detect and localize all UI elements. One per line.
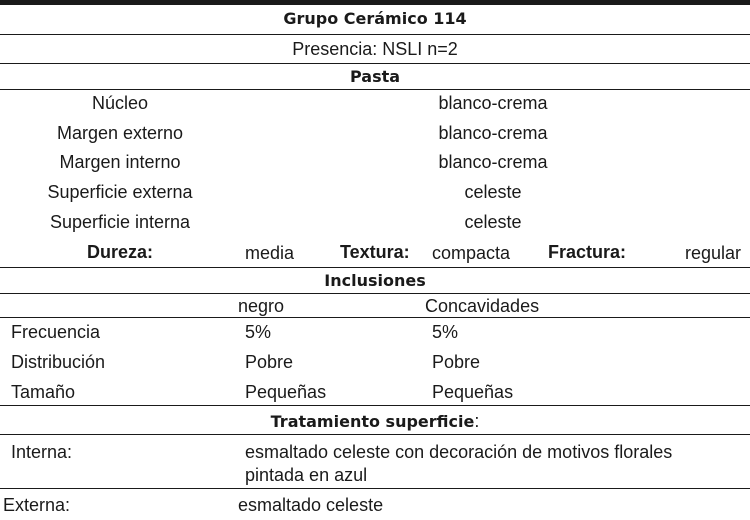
divider [0, 488, 750, 489]
inclusion-cell: Pequeñas [432, 382, 514, 402]
pasta-row-label: Margen externo [56, 123, 184, 143]
fractura-value: regular [684, 243, 741, 263]
section-heading-pasta: Pasta [349, 67, 401, 86]
inclusion-cell: 5% [432, 322, 459, 342]
pasta-row-label: Margen interno [59, 152, 181, 172]
section-heading-tratamiento [0, 411, 750, 432]
fractura-label: Fractura: [548, 242, 627, 262]
page-title: Grupo Cerámico 114 [283, 9, 467, 28]
pasta-row-label: Núcleo [91, 93, 149, 113]
column-header: negro [238, 296, 285, 316]
divider [0, 317, 750, 318]
divider [0, 89, 750, 90]
inclusion-cell: 5% [245, 322, 272, 342]
tratamiento-heading-colon: : [474, 411, 480, 431]
textura-label: Textura: [340, 242, 410, 262]
dureza-label: Dureza: [86, 242, 153, 262]
divider [0, 405, 750, 406]
textura-value: compacta [432, 243, 511, 263]
pasta-row-label: Superficie externa [47, 182, 193, 202]
pasta-row-value: blanco-crema [438, 93, 548, 113]
pasta-row-value: celeste [464, 212, 522, 232]
presence-line: Presencia: NSLI n=2 [292, 39, 458, 59]
interna-value-line1: esmaltado celeste con decoración de motivos florales [245, 442, 673, 462]
inclusion-row-label: Frecuencia [11, 322, 101, 342]
pasta-row-value: blanco-crema [438, 123, 548, 143]
top-border [0, 0, 750, 5]
section-heading-inclusiones: Inclusiones [324, 271, 426, 290]
inclusion-cell: Pobre [432, 352, 481, 372]
inclusion-row-label: Tamaño [11, 382, 76, 402]
pasta-row-value: celeste [464, 182, 522, 202]
divider [0, 267, 750, 268]
interna-label: Interna: [11, 442, 73, 462]
divider [0, 63, 750, 64]
inclusion-row-label: Distribución [11, 352, 106, 372]
externa-label: Externa: [3, 495, 71, 515]
dureza-value: media [245, 243, 295, 263]
divider [0, 34, 750, 35]
inclusion-cell: Pequeñas [245, 382, 327, 402]
pasta-row-value: blanco-crema [438, 152, 548, 172]
pasta-row-label: Superficie interna [49, 212, 191, 232]
column-header: Concavidades [425, 296, 540, 316]
divider [0, 293, 750, 294]
externa-value: esmaltado celeste [238, 495, 384, 515]
interna-value-line2: pintada en azul [245, 465, 368, 485]
divider [0, 434, 750, 435]
tratamiento-heading-text: Tratamiento superficie [270, 412, 475, 431]
inclusion-cell: Pobre [245, 352, 294, 372]
